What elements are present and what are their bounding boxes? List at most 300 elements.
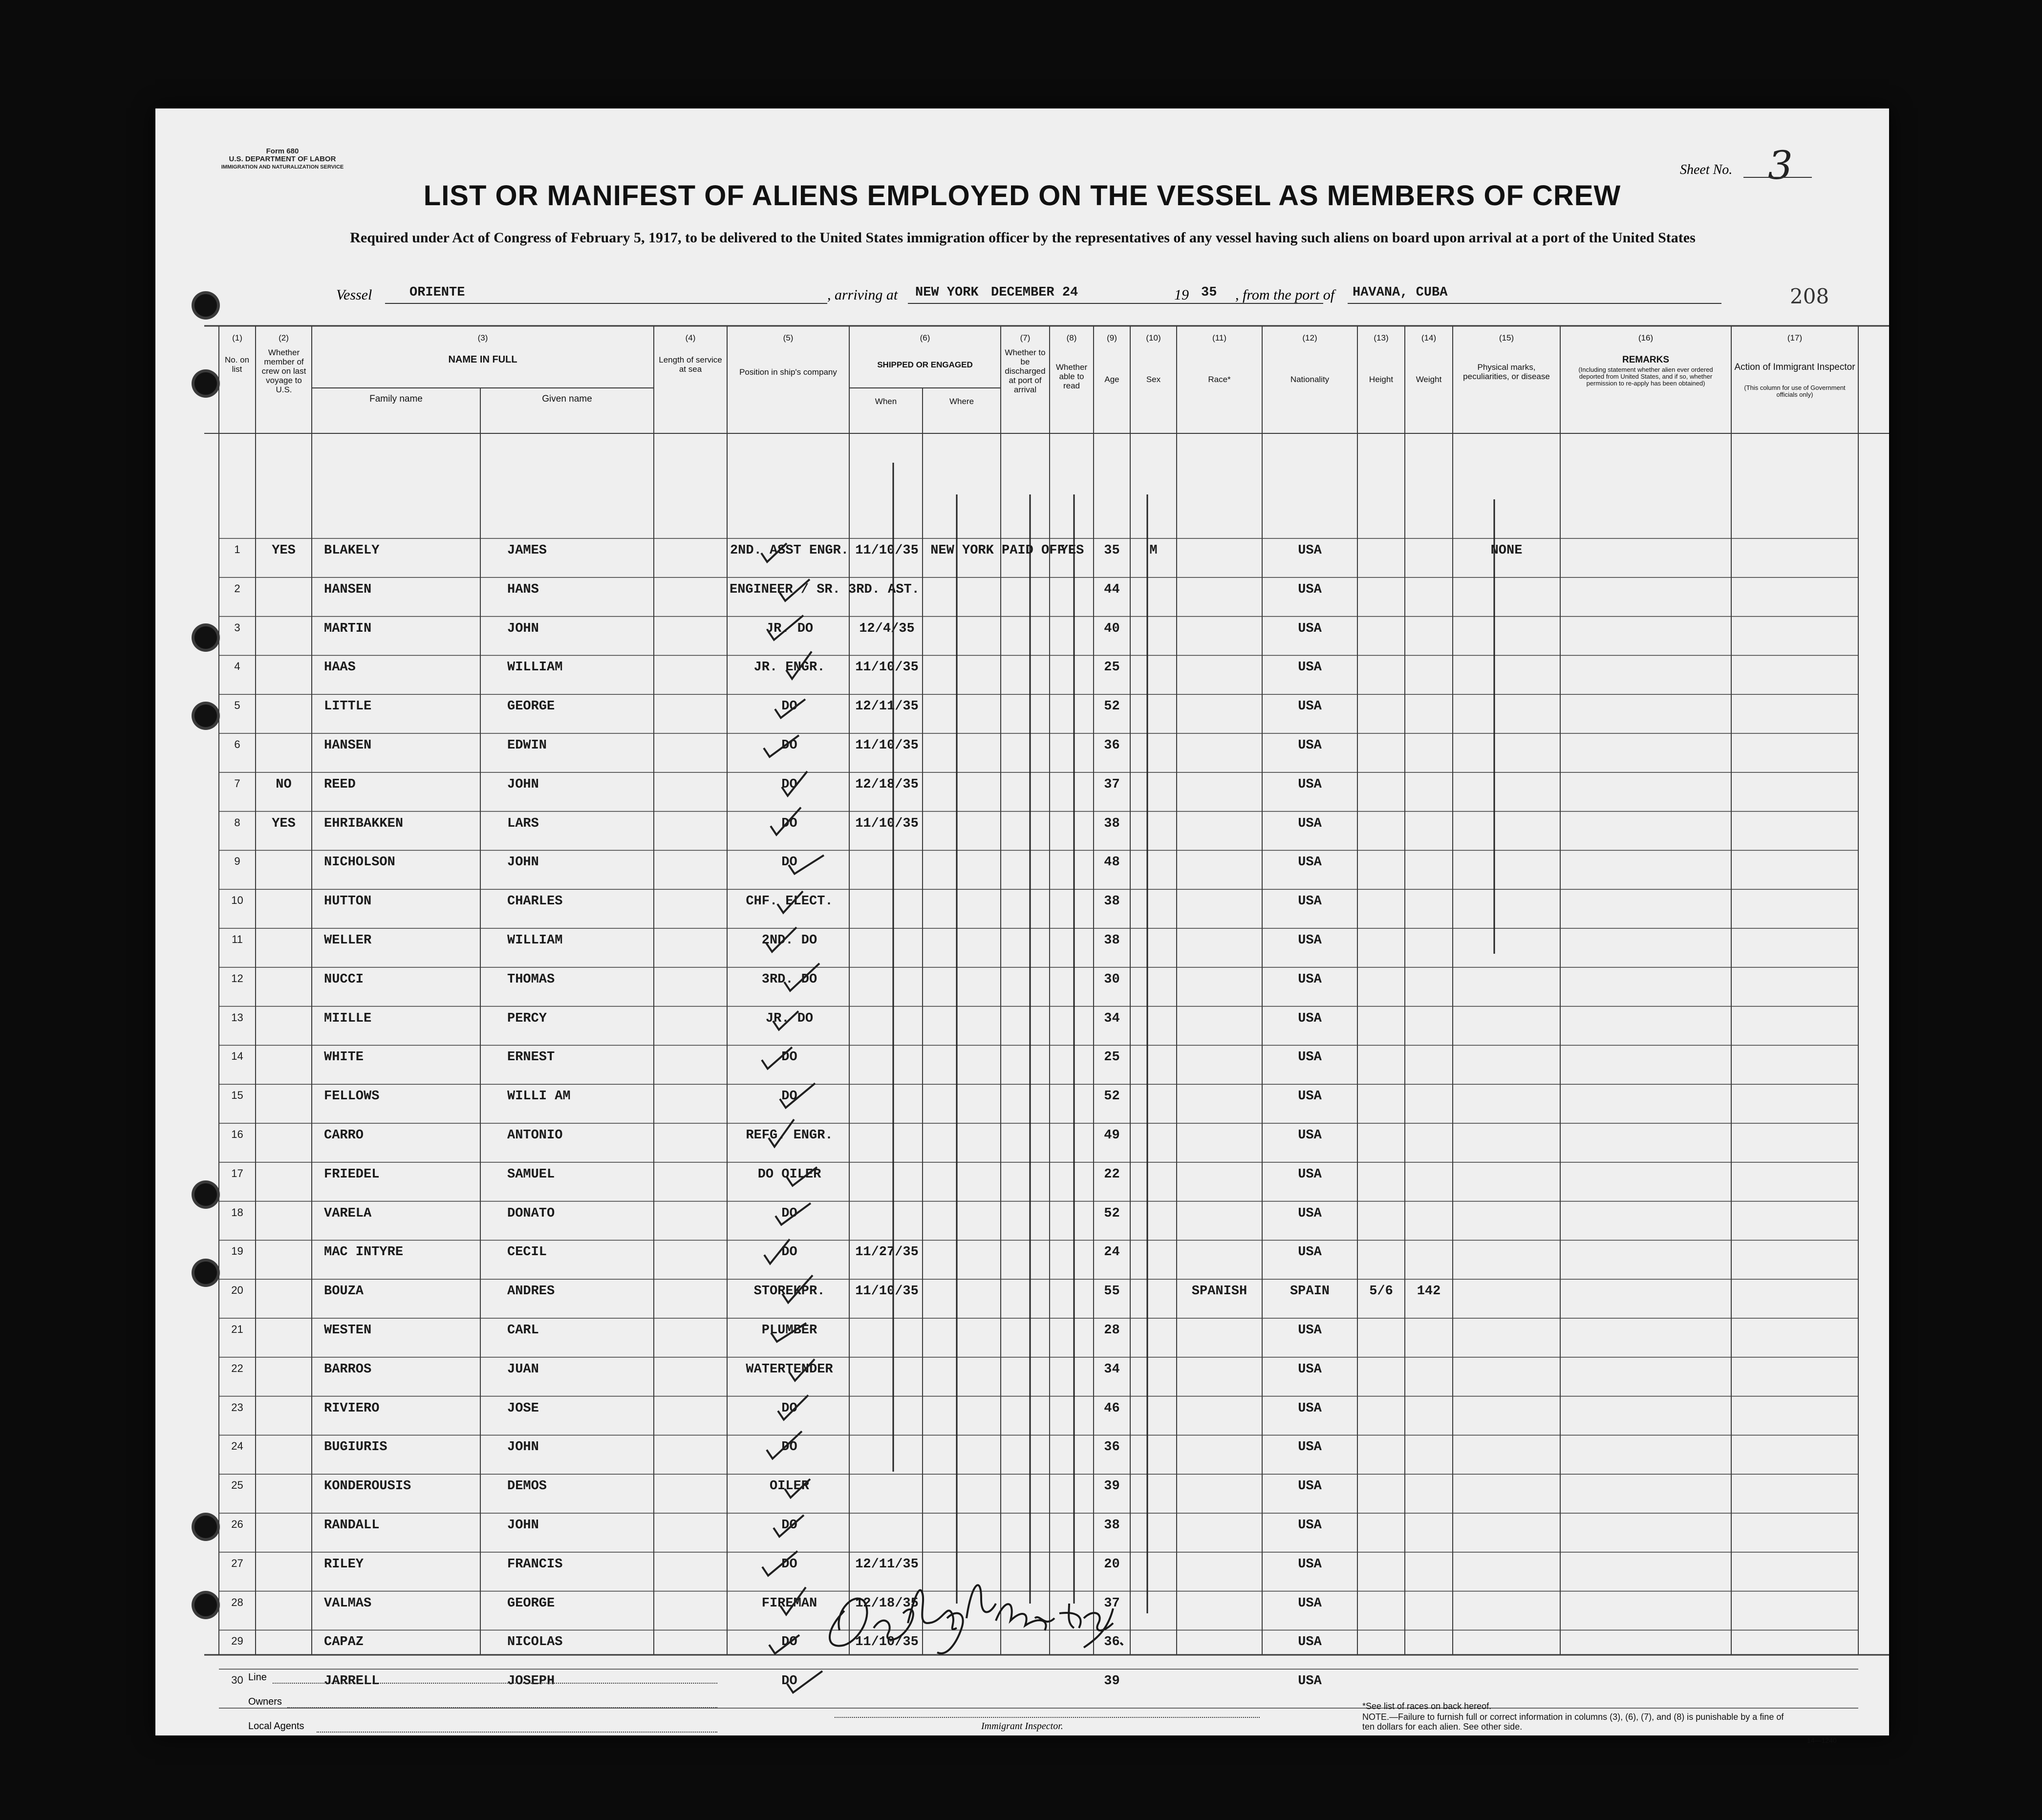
check-mark <box>764 1239 790 1263</box>
header-weight: Weight <box>1416 375 1442 384</box>
cell-age: 20 <box>1104 1557 1120 1572</box>
cell-row-number: 29 <box>231 1635 243 1648</box>
cell-age: 36 <box>1104 738 1120 753</box>
cell-row-number: 2 <box>234 582 240 595</box>
cell-family-name: MAC INTYRE <box>324 1245 404 1260</box>
col-num-16: (16) <box>1638 333 1654 343</box>
footer-line-field <box>273 1683 717 1684</box>
check-mark <box>782 1275 813 1303</box>
cell-row-number: 23 <box>231 1401 243 1413</box>
check-mark <box>771 1323 806 1342</box>
cell-row-number: 22 <box>231 1362 243 1374</box>
cell-age: 52 <box>1104 699 1120 714</box>
cell-family-name: BLAKELY <box>324 543 380 558</box>
cell-position: REFG. ENGR. <box>746 1128 833 1143</box>
cell-row-number: 10 <box>231 894 243 907</box>
inspector-label: Immigrant Inspector. <box>981 1721 1063 1732</box>
check-mark <box>777 891 803 913</box>
cell-age: 25 <box>1104 660 1120 675</box>
cell-family-name: REED <box>324 777 356 792</box>
cell-nationality: USA <box>1298 1089 1322 1104</box>
cell-position: 3RD. DO <box>761 972 817 987</box>
cell-nationality: USA <box>1298 1674 1322 1689</box>
stamp-number: 208 <box>1790 284 1829 308</box>
check-marks <box>761 543 824 1692</box>
cell-family-name: CARRO <box>324 1128 364 1143</box>
cell-age: 30 <box>1104 972 1120 987</box>
check-mark <box>768 616 803 640</box>
cell-position: OILER <box>769 1479 809 1494</box>
cell-position: WATERTENDER <box>746 1362 833 1377</box>
cell-given-name: WILLI AM <box>507 1089 571 1104</box>
cell-age: 37 <box>1104 777 1120 792</box>
col-num-14: (14) <box>1421 333 1437 343</box>
check-mark <box>789 855 824 874</box>
header-sex: Sex <box>1146 375 1161 384</box>
check-mark <box>775 699 805 718</box>
cell-given-name: JOHN <box>507 855 539 870</box>
cell-given-name: THOMAS <box>507 972 555 987</box>
cell-position: DO <box>781 816 797 831</box>
cell-family-name: RIVIERO <box>324 1401 380 1416</box>
cell-family-name: NICHOLSON <box>324 855 395 870</box>
cell-nationality: USA <box>1298 1128 1322 1143</box>
from-port: HAVANA, CUBA <box>1353 285 1448 300</box>
header-action-inspector: Action of Immigrant Inspector <box>1734 362 1855 372</box>
cell-shipped-when: 12/18/35 <box>855 777 919 792</box>
cell-family-name: HUTTON <box>324 894 372 909</box>
cell-given-name: HANS <box>507 582 539 597</box>
cell-age: 36 <box>1104 1440 1120 1455</box>
cell-position: DO <box>781 699 797 714</box>
cell-row-number: 14 <box>231 1050 243 1063</box>
cell-given-name: JOSE <box>507 1401 539 1416</box>
check-mark <box>786 651 812 679</box>
cell-nationality: USA <box>1298 1245 1322 1260</box>
header-remarks-note: (Including statement whether alien ever ordered deported from United States, and if so, whether permission to re-apply has been obtained) <box>1578 366 1713 387</box>
cell-position: JR. DO <box>765 1011 814 1026</box>
print-code: 14—1240 <box>1807 1736 1837 1744</box>
check-mark <box>767 1431 802 1458</box>
col-num-4: (4) <box>685 333 696 343</box>
cell-given-name: JOHN <box>507 1518 539 1533</box>
cell-age: 38 <box>1104 1518 1120 1533</box>
cell-position: DO <box>781 777 797 792</box>
cell-age: 52 <box>1104 1089 1120 1104</box>
cell-nationality: USA <box>1298 1011 1322 1026</box>
cell-family-name: HANSEN <box>324 738 372 753</box>
cell-family-name: MARTIN <box>324 621 372 636</box>
cell-position: DO <box>781 1674 797 1689</box>
cell-shipped-when: 12/4/35 <box>859 621 915 636</box>
cell-nationality: USA <box>1298 1206 1322 1221</box>
cell-position: ENGINEER / SR. 3RD. AST. <box>730 582 920 597</box>
cell-nationality: USA <box>1298 1596 1322 1611</box>
header-height: Height <box>1369 375 1394 384</box>
cell-nationality: USA <box>1298 699 1322 714</box>
cell-sex: M <box>1149 543 1158 558</box>
cell-given-name: JOHN <box>507 1440 539 1455</box>
cell-age: 44 <box>1104 582 1120 597</box>
cell-shipped-when: 11/10/35 <box>855 816 919 831</box>
cell-given-name: ERNEST <box>507 1050 555 1065</box>
footer-agents-label: Local Agents <box>248 1721 304 1732</box>
cell-given-name: WILLIAM <box>507 660 563 675</box>
footer-line-label: Line <box>248 1672 267 1683</box>
check-mark <box>766 927 796 952</box>
cell-position: DO <box>781 1635 797 1650</box>
cell-nationality: USA <box>1298 660 1322 675</box>
cell-row-number: 16 <box>231 1128 243 1140</box>
col-num-7: (7) <box>1020 333 1031 343</box>
cell-position: 2ND. ASST ENGR. <box>730 543 849 558</box>
cell-height: 5/6 <box>1369 1284 1393 1299</box>
cell-position: DO <box>781 738 797 753</box>
cell-row-number: 20 <box>231 1284 243 1297</box>
cell-row-number: 1 <box>234 543 240 556</box>
cell-position: DO <box>781 855 797 870</box>
cell-row-number: 9 <box>234 855 240 868</box>
cell-position: DO <box>781 1050 797 1065</box>
cell-position: DO <box>781 1401 797 1416</box>
cell-age: 38 <box>1104 816 1120 831</box>
cell-age: 22 <box>1104 1167 1120 1182</box>
cell-row-number: 13 <box>231 1011 243 1024</box>
header-action-note: (This column for use of Government officials only) <box>1744 384 1846 398</box>
cell-family-name: BUGIURIS <box>324 1440 387 1455</box>
col-num-15: (15) <box>1499 333 1514 343</box>
cell-position: DO <box>781 1245 797 1260</box>
check-mark <box>764 735 799 757</box>
cell-family-name: NUCCI <box>324 972 364 987</box>
cell-given-name: JOSEPH <box>507 1674 555 1689</box>
cell-discharged: PAID OFF <box>1002 543 1065 558</box>
cell-last-voyage: YES <box>272 816 296 831</box>
cell-position: 2ND. DO <box>761 933 817 948</box>
cell-family-name: BOUZA <box>324 1284 364 1299</box>
cell-nationality: USA <box>1298 1635 1322 1650</box>
header-last-voyage: Whether member of crew on last voyage to U.S. <box>261 348 306 394</box>
cell-last-voyage: NO <box>276 777 292 792</box>
cell-row-number: 21 <box>231 1323 243 1335</box>
cell-given-name: FRANCIS <box>507 1557 563 1572</box>
department-text: U.S. DEPARTMENT OF LABOR <box>229 155 336 163</box>
cell-able-to-read: YES <box>1060 543 1084 558</box>
header-physical-marks: Physical marks, peculiarities, or disease <box>1463 363 1550 381</box>
cell-nationality: USA <box>1298 738 1322 753</box>
cell-row-number: 12 <box>231 972 243 985</box>
cell-age: 39 <box>1104 1674 1120 1689</box>
cell-nationality: USA <box>1298 816 1322 831</box>
col-num-12: (12) <box>1302 333 1317 343</box>
cell-age: 28 <box>1104 1323 1120 1338</box>
cell-position: CHF. ELECT. <box>746 894 833 909</box>
cell-shipped-where: NEW YORK <box>930 543 994 558</box>
cell-nationality: USA <box>1298 1518 1322 1533</box>
signature <box>830 1585 1123 1653</box>
check-mark <box>787 1671 822 1692</box>
cell-nationality: USA <box>1298 1362 1322 1377</box>
cell-given-name: ANTONIO <box>507 1128 563 1143</box>
header-discharged: Whether to be discharged at port of arrival <box>1005 348 1046 394</box>
cell-nationality: USA <box>1298 972 1322 987</box>
cell-nationality: USA <box>1298 1401 1322 1416</box>
arrival-year: 35 <box>1201 285 1217 300</box>
arriving-port: NEW YORK <box>915 285 979 300</box>
header-age: Age <box>1104 375 1119 384</box>
cell-shipped-when: 11/10/35 <box>855 738 919 753</box>
cell-given-name: JOHN <box>507 621 539 636</box>
cell-age: 25 <box>1104 1050 1120 1065</box>
cell-given-name: CHARLES <box>507 894 563 909</box>
cell-family-name: CAPAZ <box>324 1635 364 1650</box>
cell-shipped-when: 11/27/35 <box>855 1245 919 1260</box>
cell-position: DO <box>781 1518 797 1533</box>
cell-family-name: RANDALL <box>324 1518 380 1533</box>
check-mark <box>773 1011 798 1030</box>
col-num-6: (6) <box>920 333 930 343</box>
cell-age: 34 <box>1104 1362 1120 1377</box>
cell-age: 39 <box>1104 1479 1120 1494</box>
cell-age: 36 <box>1104 1635 1120 1650</box>
cell-shipped-when: 11/10/35 <box>855 1635 919 1650</box>
cell-nationality: USA <box>1298 777 1322 792</box>
cell-given-name: JAMES <box>507 543 547 558</box>
inspector-signature-line <box>835 1717 1260 1718</box>
cell-shipped-when: 12/18/35 <box>855 1596 919 1611</box>
col-num-2: (2) <box>279 333 289 343</box>
cell-age: 24 <box>1104 1245 1120 1260</box>
cell-age: 34 <box>1104 1011 1120 1026</box>
header-shipped-engaged: SHIPPED OR ENGAGED <box>877 360 973 369</box>
cell-nationality: SPAIN <box>1290 1284 1330 1299</box>
cell-family-name: HAAS <box>324 660 356 675</box>
col-num-5: (5) <box>783 333 794 343</box>
cell-physical-marks: NONE <box>1490 543 1523 558</box>
cell-age: 35 <box>1104 543 1120 558</box>
cell-given-name: WILLIAM <box>507 933 563 948</box>
cell-row-number: 17 <box>231 1167 243 1179</box>
check-mark <box>769 1119 794 1147</box>
col-num-8: (8) <box>1066 333 1077 343</box>
cell-nationality: USA <box>1298 933 1322 948</box>
cell-weight: 142 <box>1417 1284 1441 1299</box>
cell-given-name: DEMOS <box>507 1479 547 1494</box>
cell-row-number: 19 <box>231 1245 243 1258</box>
cell-nationality: USA <box>1298 543 1322 558</box>
cell-nationality: USA <box>1298 1050 1322 1065</box>
footer-agents-field <box>317 1732 717 1733</box>
cell-position: JR. DO <box>765 621 814 636</box>
cell-given-name: CECIL <box>507 1245 547 1260</box>
cell-family-name: FRIEDEL <box>324 1167 380 1182</box>
check-mark <box>780 1587 806 1615</box>
year-prefix: 19 <box>1174 287 1189 303</box>
cell-position: JR. ENGR. <box>753 660 825 675</box>
check-mark <box>774 1515 804 1537</box>
cell-age: 38 <box>1104 933 1120 948</box>
cell-row-number: 5 <box>234 699 240 712</box>
check-mark <box>789 1359 815 1381</box>
cell-given-name: ANDRES <box>507 1284 555 1299</box>
check-mark <box>778 1395 808 1420</box>
cell-family-name: WELLER <box>324 933 372 948</box>
cell-age: 48 <box>1104 855 1120 870</box>
cell-given-name: SAMUEL <box>507 1167 555 1182</box>
cell-row-number: 7 <box>234 777 240 790</box>
check-mark <box>782 771 807 796</box>
cell-row-number: 11 <box>232 933 243 945</box>
cell-given-name: GEORGE <box>507 1596 555 1611</box>
arrival-date: DECEMBER 24 <box>991 285 1078 300</box>
cell-family-name: VALMAS <box>324 1596 372 1611</box>
cell-shipped-when: 11/10/35 <box>855 543 919 558</box>
check-mark <box>771 808 801 835</box>
cell-row-number: 26 <box>231 1518 243 1530</box>
header-name-in-full: NAME IN FULL <box>448 354 517 365</box>
col-num-11: (11) <box>1212 333 1226 343</box>
from-label: , from the port of <box>1235 287 1335 303</box>
check-mark <box>762 1047 792 1069</box>
sheet-label: Sheet No. <box>1680 162 1733 177</box>
cell-race: SPANISH <box>1191 1284 1247 1299</box>
footer-owners-label: Owners <box>248 1696 282 1707</box>
check-mark <box>762 1551 797 1576</box>
check-mark <box>787 1167 817 1186</box>
check-mark <box>785 1479 810 1498</box>
cell-family-name: LITTLE <box>324 699 372 714</box>
cell-position: STOREKPR. <box>753 1284 825 1299</box>
header-given-name: Given name <box>542 394 592 404</box>
cell-given-name: NICOLAS <box>507 1635 563 1650</box>
sheet-number: 3 <box>1768 143 1793 188</box>
cell-age: 49 <box>1104 1128 1120 1143</box>
cell-family-name: HANSEN <box>324 582 372 597</box>
cell-family-name: WESTEN <box>324 1323 372 1338</box>
cell-position: DO <box>781 1557 797 1572</box>
col-num-13: (13) <box>1374 333 1389 343</box>
cell-age: 38 <box>1104 894 1120 909</box>
cell-last-voyage: YES <box>272 543 296 558</box>
check-mark <box>769 1635 799 1653</box>
cell-row-number: 24 <box>231 1440 243 1453</box>
cell-position: FIREMAN <box>761 1596 817 1611</box>
cell-row-number: 25 <box>231 1479 243 1492</box>
cell-nationality: USA <box>1298 621 1322 636</box>
cell-row-number: 4 <box>234 660 240 673</box>
service-text: IMMIGRATION AND NATURALIZATION SERVICE <box>221 164 344 170</box>
header-family-name: Family name <box>369 394 423 404</box>
cell-nationality: USA <box>1298 1323 1322 1338</box>
cell-row-number: 30 <box>231 1674 243 1687</box>
cell-row-number: 18 <box>231 1206 243 1219</box>
cell-given-name: EDWIN <box>507 738 547 753</box>
cell-position: PLUMBER <box>761 1323 817 1338</box>
cell-position: DO <box>781 1206 797 1221</box>
cell-age: 46 <box>1104 1401 1120 1416</box>
header-nationality: Nationality <box>1290 375 1330 384</box>
col-num-9: (9) <box>1107 333 1117 343</box>
check-mark <box>779 579 810 601</box>
header-able-to-read: Whether able to read <box>1055 363 1088 390</box>
cell-row-number: 28 <box>231 1596 243 1608</box>
manifest-sheet <box>155 108 1889 1744</box>
header-length-service: Length of service at sea <box>659 355 722 374</box>
col-num-1: (1) <box>232 333 242 343</box>
vessel-label: Vessel <box>336 287 372 303</box>
cell-age: 37 <box>1104 1596 1120 1611</box>
header-when: When <box>875 397 897 406</box>
col-num-17: (17) <box>1787 333 1803 343</box>
form-number-text: Form 680 <box>266 147 299 155</box>
cell-position: DO <box>781 1089 797 1104</box>
cell-age: 52 <box>1104 1206 1120 1221</box>
cell-given-name: GEORGE <box>507 699 555 714</box>
cell-family-name: FELLOWS <box>324 1089 380 1104</box>
cell-row-number: 3 <box>234 621 240 634</box>
cell-nationality: USA <box>1298 582 1322 597</box>
col-num-3: (3) <box>477 333 488 343</box>
vessel-name: ORIENTE <box>409 285 465 300</box>
cell-family-name: VARELA <box>324 1206 372 1221</box>
cell-shipped-when: 12/11/35 <box>855 699 919 714</box>
penalty-note: NOTE.—Failure to furnish full or correct information in columns (3), (6), (7), and (8) is punishable by a fine of ten dollars for each alien. See other side. <box>1362 1712 1784 1732</box>
cell-row-number: 27 <box>231 1557 243 1569</box>
cell-nationality: USA <box>1298 1440 1322 1455</box>
header-remarks: REMARKS <box>1622 355 1670 365</box>
handwriting-layer <box>155 108 1889 1735</box>
cell-age: 55 <box>1104 1284 1120 1299</box>
cell-given-name: JOHN <box>507 777 539 792</box>
cell-nationality: USA <box>1298 1479 1322 1494</box>
footer-owners-field <box>287 1707 717 1708</box>
cell-row-number: 6 <box>234 738 240 750</box>
check-mark <box>761 543 787 562</box>
cell-given-name: PERCY <box>507 1011 547 1026</box>
cell-nationality: USA <box>1298 1167 1322 1182</box>
cell-family-name: EHRIBAKKEN <box>324 816 404 831</box>
header-position: Position in ship's company <box>739 367 837 377</box>
arriving-label: , arriving at <box>827 287 898 303</box>
page-subtitle: Required under Act of Congress of February 5, 1917, to be delivered to the United States immigration officer by the representatives of any vessel having such aliens on board upon arrival at a port of the United States <box>350 230 1696 246</box>
cell-given-name: JUAN <box>507 1362 539 1377</box>
cell-given-name: CARL <box>507 1323 539 1338</box>
cell-row-number: 8 <box>234 816 240 829</box>
cell-row-number: 15 <box>231 1089 243 1102</box>
cell-position: DO OILER <box>757 1167 821 1182</box>
cell-family-name: MIILLE <box>324 1011 372 1026</box>
cell-position: DO <box>781 1440 797 1455</box>
race-note: *See list of races on back hereof. <box>1362 1701 1492 1711</box>
cell-nationality: USA <box>1298 855 1322 870</box>
cell-shipped-when: 11/10/35 <box>855 660 919 675</box>
check-mark <box>780 1083 815 1108</box>
cell-family-name: KONDEROUSIS <box>324 1479 411 1494</box>
header-where: Where <box>949 397 974 406</box>
header-race: Race* <box>1208 375 1231 384</box>
cell-family-name: JARRELL <box>324 1674 380 1689</box>
cell-given-name: LARS <box>507 816 539 831</box>
cell-shipped-when: 12/11/35 <box>855 1557 919 1572</box>
cell-given-name: DONATO <box>507 1206 555 1221</box>
check-mark <box>775 1203 811 1225</box>
cell-family-name: BARROS <box>324 1362 372 1377</box>
col-num-10: (10) <box>1146 333 1161 343</box>
page-title: LIST OR MANIFEST OF ALIENS EMPLOYED ON THE VESSEL AS MEMBERS OF CREW <box>423 180 1621 212</box>
cell-shipped-when: 11/10/35 <box>855 1284 919 1299</box>
cell-nationality: USA <box>1298 894 1322 909</box>
cell-family-name: RILEY <box>324 1557 364 1572</box>
